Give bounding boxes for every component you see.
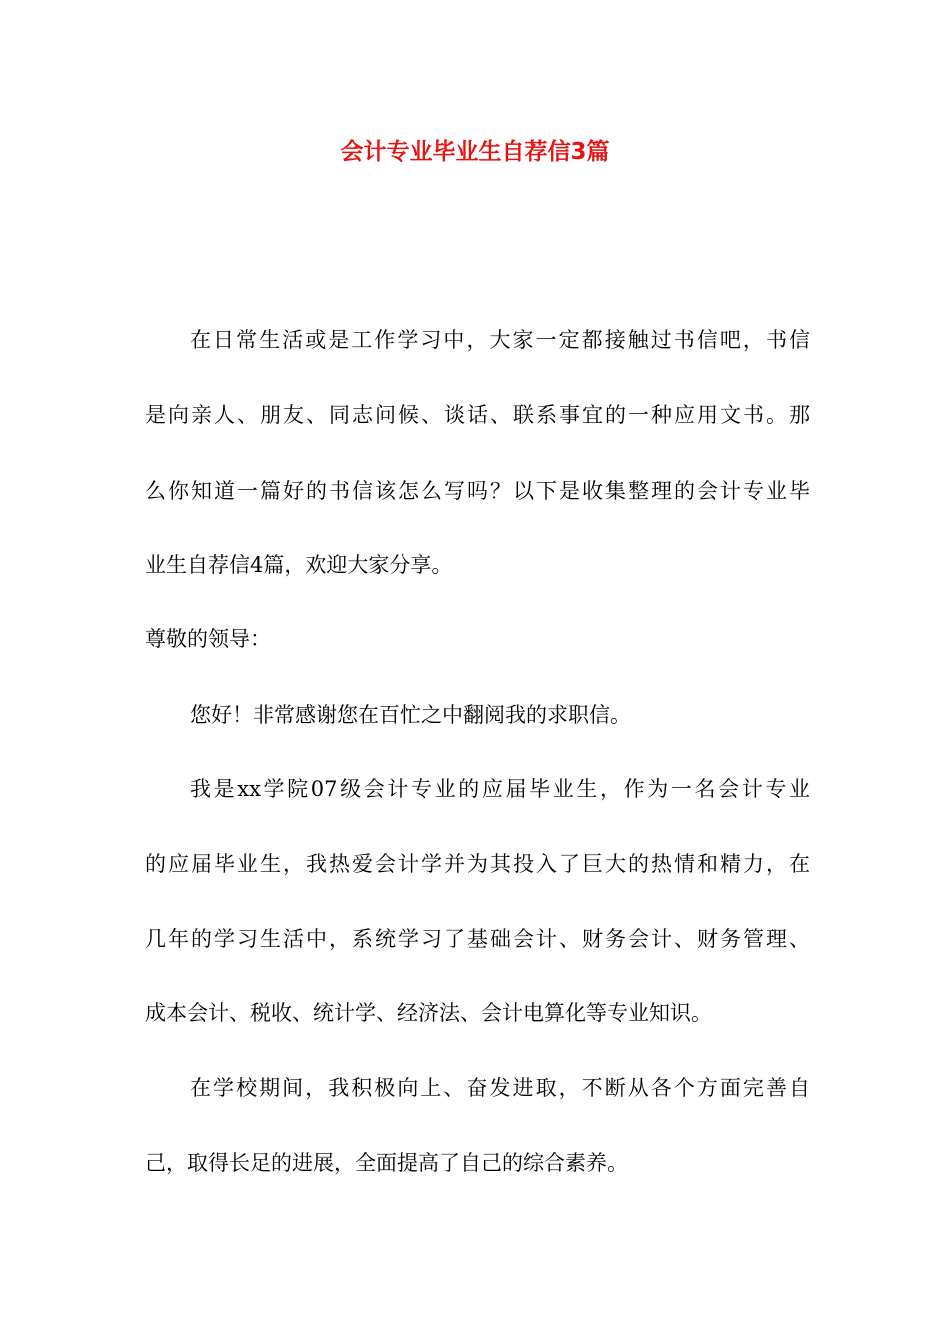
salutation: 尊敬的领导：	[145, 627, 271, 651]
greeting-line: 您好！非常感谢您在百忙之中翻阅我的求职信。	[190, 703, 631, 727]
paragraph-line: 的应届毕业生，我热爱会计学并为其投入了巨大的热情和精力，在	[145, 852, 810, 876]
paragraph-line: 几年的学习生活中，系统学习了基础会计、财务会计、财务管理、	[145, 927, 810, 951]
paragraph-line: 是向亲人、朋友、同志问候、谈话、联系事宜的一种应用文书。那	[145, 403, 810, 427]
paragraph-line: 成本会计、税收、统计学、经济法、会计电算化等专业知识。	[145, 1001, 712, 1025]
paragraph-line: 么你知道一篇好的书信该怎么写吗？以下是收集整理的会计专业毕	[145, 479, 810, 503]
paragraph-line: 业生自荐信4篇，欢迎大家分享。	[145, 553, 453, 577]
paragraph-line: 在学校期间，我积极向上、奋发进取，不断从各个方面完善自	[190, 1076, 810, 1100]
paragraph-line: 在日常生活或是工作学习中，大家一定都接触过书信吧，书信	[190, 328, 810, 352]
paragraph-line: 己，取得长足的进展，全面提高了自己的综合素养。	[145, 1151, 628, 1175]
document-title: 会计专业毕业生自荐信3篇	[340, 139, 610, 165]
paragraph-line: 我是xx学院07级会计专业的应届毕业生，作为一名会计专业	[190, 777, 810, 801]
